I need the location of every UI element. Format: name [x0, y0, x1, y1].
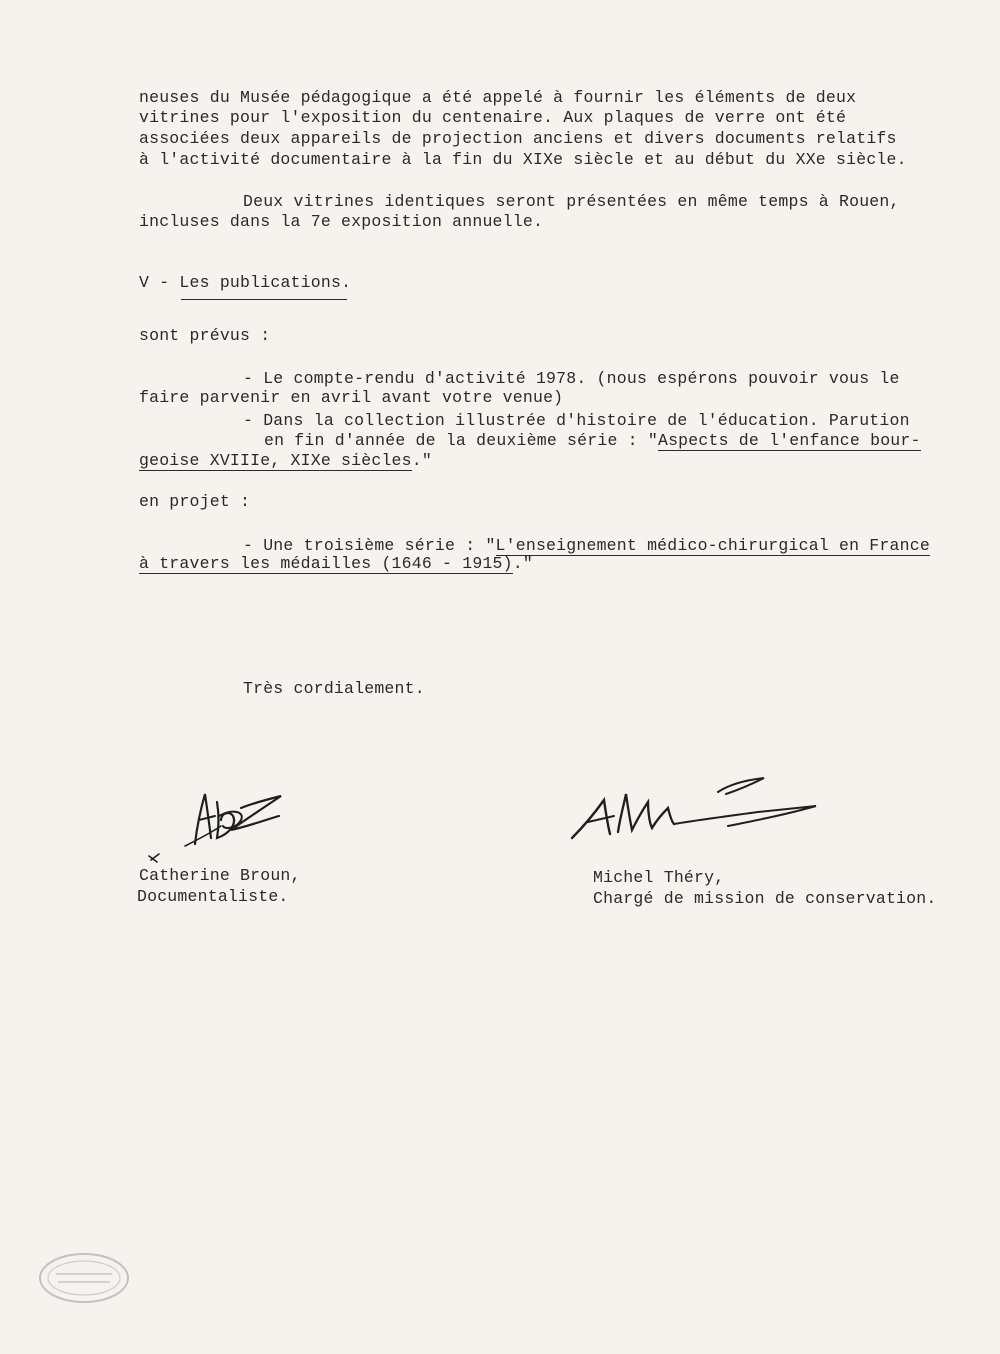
- section-v-title: Les publications: [179, 273, 342, 292]
- projet-item-1-suffix: .": [512, 554, 533, 573]
- projet-item-1-line-1: [243, 536, 930, 556]
- series-2-title-part-1: Aspects de l'enfance bour-: [657, 431, 921, 450]
- projet-label: en projet :: [139, 492, 251, 511]
- prevus-item-1-line-2: faire parvenir en avril avant votre venue): [139, 388, 564, 407]
- section-v-underline: [181, 299, 347, 300]
- paragraph-1-line-4: à l'activité documentaire à la fin du XIXe siècle et au début du XXe siècle.: [139, 150, 907, 169]
- closing-salutation: Très cordialement.: [243, 679, 425, 698]
- prevus-item-2-line-2: [264, 431, 921, 451]
- paragraph-2-line-2: incluses dans la 7e exposition annuelle.: [139, 212, 544, 231]
- prevus-item-1-line-1: - Le compte-rendu d'activité 1978. (nous espérons pouvoir vous le: [243, 369, 900, 388]
- paragraph-1-line-3: associées deux appareils de projection anciens et divers documents relatifs: [139, 129, 897, 148]
- signatory-left-name: Catherine Broun,: [139, 866, 301, 885]
- paragraph-1-line-1: neuses du Musée pédagogique a été appelé à fournir les éléments de deux: [139, 88, 857, 107]
- prevus-label: sont prévus :: [139, 326, 271, 345]
- series-2-title-part-2: geoise XVIIIe, XIXe siècles: [139, 451, 412, 470]
- paragraph-2-line-1: Deux vitrines identiques seront présentées en même temps à Rouen,: [243, 192, 900, 211]
- signatory-right-name: Michel Théry,: [593, 868, 725, 887]
- signatory-left-title: Documentaliste.: [137, 887, 289, 906]
- signatory-right-title: Chargé de mission de conservation.: [593, 889, 937, 908]
- archive-stamp: [36, 1248, 132, 1308]
- section-v-heading: [139, 273, 351, 293]
- paragraph-1-line-2: vitrines pour l'exposition du centenaire. Aux plaques de verre ont été: [139, 108, 847, 127]
- signature-right: [568, 774, 823, 850]
- prevus-item-2-line-3: [139, 451, 432, 471]
- signature-left: [145, 786, 290, 866]
- series-3-title-part-2: à travers les médailles (1646 - 1915): [139, 554, 513, 573]
- series-3-title-part-1: L'enseignement médico-chirurgical en France: [495, 536, 930, 555]
- section-v-number: V -: [139, 273, 180, 292]
- prevus-item-2-prefix: en fin d'année de la deuxième série : ": [264, 431, 658, 450]
- projet-item-1-line-2: [139, 554, 533, 574]
- prevus-item-2-suffix: .": [411, 451, 432, 470]
- section-v-period: .: [341, 273, 352, 292]
- projet-item-1-prefix: - Une troisième série : ": [243, 536, 496, 555]
- prevus-item-2-line-1: - Dans la collection illustrée d'histoire de l'éducation. Parution: [243, 411, 910, 430]
